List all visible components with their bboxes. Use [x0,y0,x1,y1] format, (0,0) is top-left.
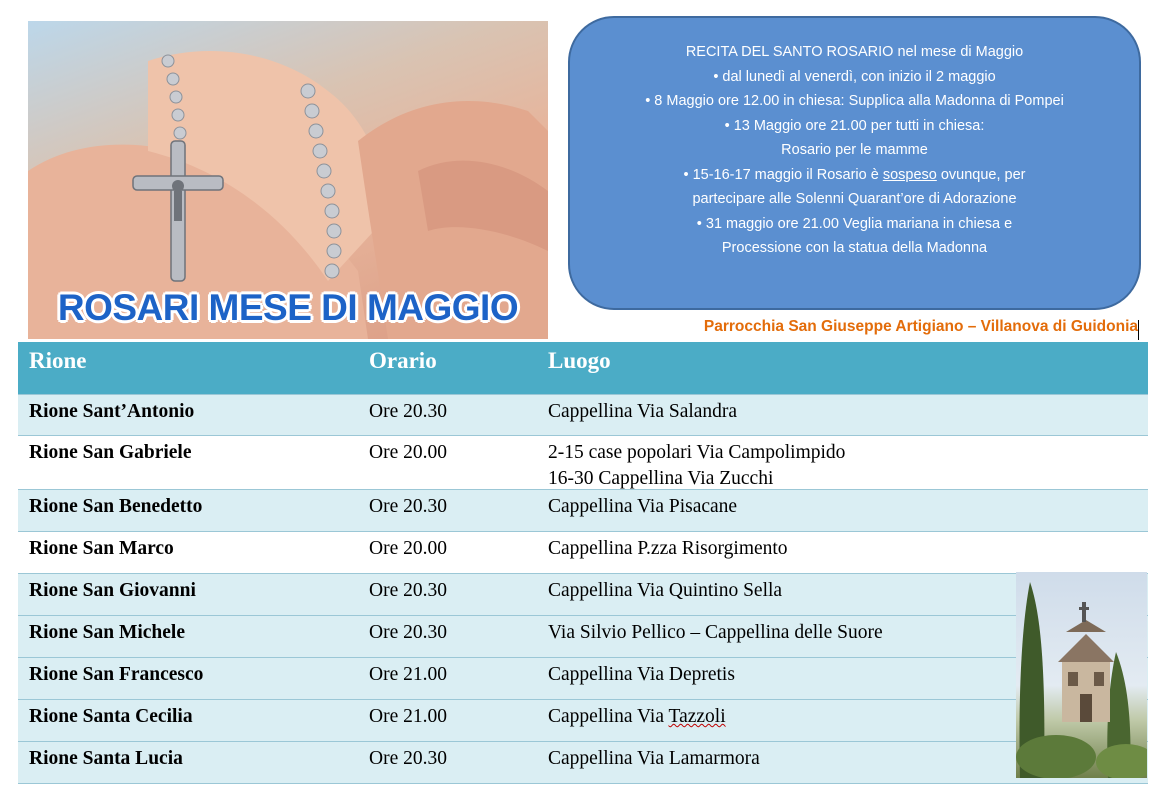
table-header-row [18,342,1148,395]
notice-line: Processione con la statua della Madonna [721,240,988,256]
luogo-cell [548,704,726,730]
table-row [18,395,1148,436]
rione-cell: Rione San Benedetto [29,496,203,517]
luogo-line: 16-30 Cappellina Via Zucchi [548,468,774,489]
rione-cell: Rione Sant’Antonio [29,401,195,422]
luogo-cell [548,440,845,492]
notice-text: ovunque, per [936,166,1026,183]
orario-cell: Ore 20.00 [369,538,447,559]
column-header-luogo: Luogo [548,348,611,373]
notice-line: • 31 maggio ore 21.00 Veglia mariana in chiesa e [696,215,1013,232]
column-header-orario: Orario [369,348,437,373]
rione-cell: Rione Santa Cecilia [29,706,193,727]
table-row [18,490,1148,532]
rione-cell: Rione San Francesco [29,664,204,685]
notice-line: partecipare alle Solenni Quarant’ore di Adorazione [692,191,1017,207]
notice-line: • 13 Maggio ore 21.00 per tutti in chiesa: [724,117,985,134]
text-cursor [1138,320,1139,340]
orario-cell: Ore 21.00 [369,706,447,727]
orario-cell: Ore 20.30 [369,496,447,517]
luogo-cell: Cappellina Via Pisacane [548,496,738,517]
table-row [18,436,1148,490]
notice-line: RECITA DEL SANTO ROSARIO nel mese di Maggio [685,44,1024,60]
rione-cell: Rione Santa Lucia [29,748,183,769]
notice-underlined-word: sospeso [882,166,937,183]
table-row [18,658,1148,700]
luogo-cell: Cappellina Via Depretis [548,664,735,685]
orario-cell: Ore 20.30 [369,748,447,769]
luogo-text: Cappellina Via [548,706,669,727]
orario-cell: Ore 20.00 [369,442,447,463]
church-photo [1016,572,1147,778]
luogo-cell: Cappellina Via Salandra [548,401,738,422]
notice-line: • dal lunedì al venerdì, con inizio il 2 maggio [713,68,996,85]
table-row [18,532,1148,574]
luogo-line: 2-15 case popolari Via Campolimpido [548,442,846,463]
notice-line: Rosario per le mamme [781,142,928,158]
notice-line: • 8 Maggio ore 12.00 in chiesa: Supplica alla Madonna di Pompei [645,93,1064,109]
table-row [18,616,1148,658]
luogo-cell: Via Silvio Pellico – Cappellina delle Suore [548,622,883,643]
rione-cell: Rione San Gabriele [29,442,192,463]
rosary-announcement-box [568,16,1141,310]
banner-title: ROSARI MESE DI MAGGIO [57,287,519,328]
rosary-banner-image [28,21,548,339]
luogo-cell: Cappellina P.zza Risorgimento [548,538,788,559]
notice-line [590,163,1119,188]
spellcheck-flagged-word: Tazzoli [668,706,726,727]
table-row [18,700,1148,742]
orario-cell: Ore 20.30 [369,401,447,422]
church-illustration [1016,572,1147,778]
notice-text: • 15-16-17 maggio il Rosario è [683,166,883,183]
parish-name: Parrocchia San Giuseppe Artigiano – Villanova di Guidonia [703,318,1138,335]
rione-cell: Rione San Marco [29,538,174,559]
orario-cell: Ore 20.30 [369,580,447,601]
luogo-cell: Cappellina Via Quintino Sella [548,580,783,601]
rosary-schedule-table [18,342,1148,784]
rione-cell: Rione San Giovanni [29,580,196,601]
luogo-cell: Cappellina Via Lamarmora [548,748,760,769]
orario-cell: Ore 21.00 [369,664,447,685]
orario-cell: Ore 20.30 [369,622,447,643]
table-row [18,742,1148,784]
table-row [18,574,1148,616]
rione-cell: Rione San Michele [29,622,185,643]
column-header-rione: Rione [29,348,87,373]
